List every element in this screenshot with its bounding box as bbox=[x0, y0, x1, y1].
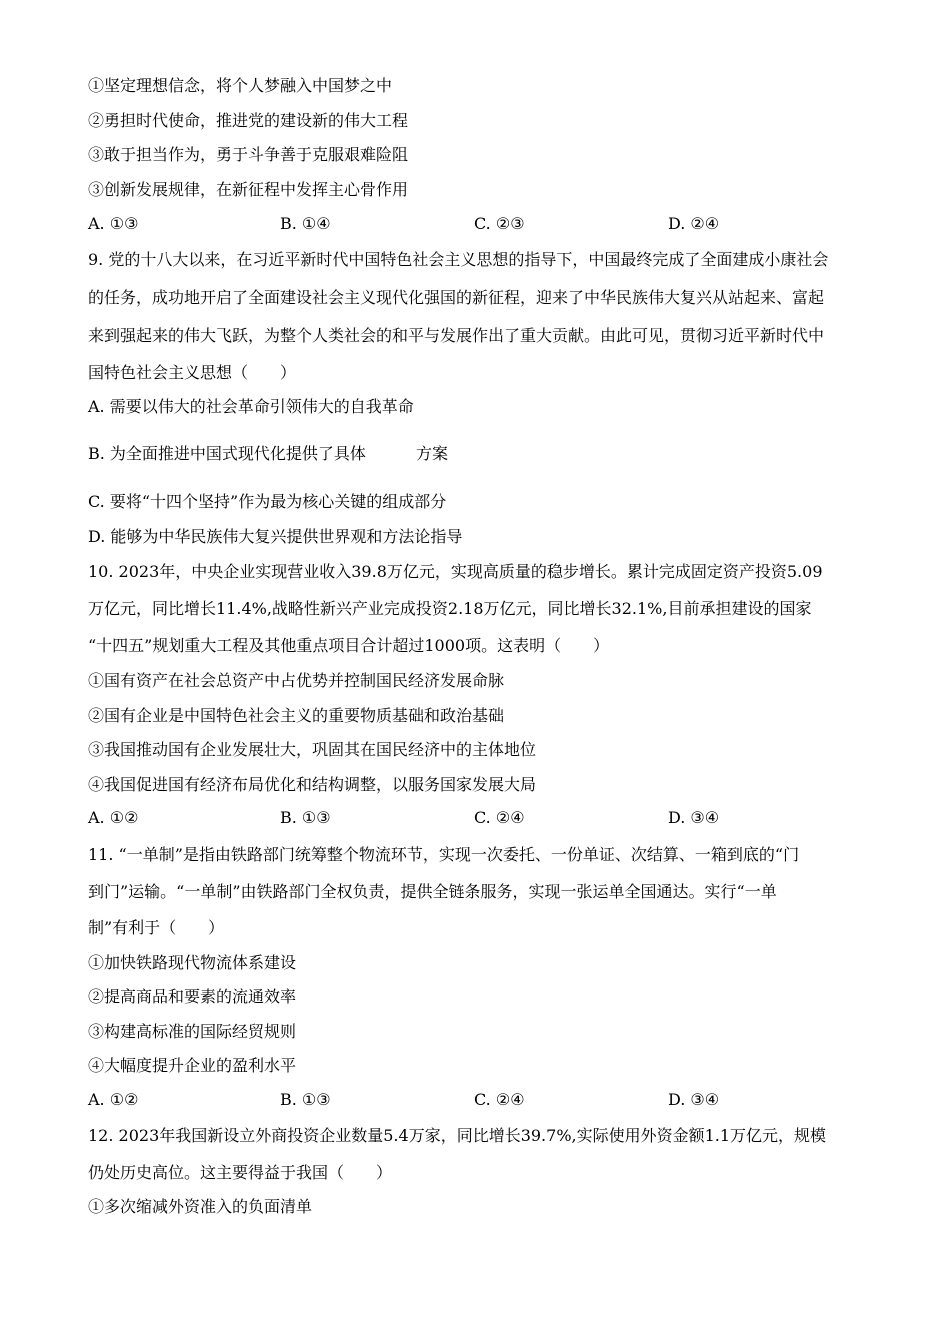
q9-stem-line-2: 的任务，成功地开启了全面建设社会主义现代化强国的新征程，迎来了中华民族伟大复兴从站起来、富起 bbox=[88, 288, 825, 307]
q10-option-d: D. ③④ bbox=[668, 808, 720, 827]
q8-option-c: C. ②③ bbox=[474, 214, 525, 233]
q12-item-1: ①多次缩减外资准入的负面清单 bbox=[88, 1197, 313, 1216]
q10-item-4: ④我国促进国有经济布局优化和结构调整，以服务国家发展大局 bbox=[88, 775, 537, 794]
q10-item-2: ②国有企业是中国特色社会主义的重要物质基础和政治基础 bbox=[88, 706, 505, 725]
q10-options bbox=[88, 807, 868, 829]
q11-item-4: ④大幅度提升企业的盈利水平 bbox=[88, 1056, 297, 1075]
q11-option-a: A. ①② bbox=[88, 1090, 139, 1109]
q9-stem-line-3: 来到强起来的伟大飞跃，为整个人类社会的和平与发展作出了重大贡献。由此可见，贯彻习近平新时代中 bbox=[88, 326, 825, 345]
q9-stem-line-4: 国特色社会主义思想（ ） bbox=[88, 363, 297, 382]
q8-item-1: ①坚定理想信念，将个人梦融入中国梦之中 bbox=[88, 76, 393, 95]
q8-options bbox=[88, 213, 868, 235]
q10-stem-line-1: 10. 2023年，中央企业实现营业收入39.8万亿元，实现高质量的稳步增长。累计完成固定资产投资5.09 bbox=[88, 562, 823, 581]
q9-option-b bbox=[88, 443, 448, 465]
q11-option-b: B. ①③ bbox=[280, 1090, 331, 1109]
q8-item-2: ②勇担时代使命，推进党的建设新的伟大工程 bbox=[88, 111, 409, 130]
q11-options bbox=[88, 1089, 868, 1111]
q10-option-c: C. ②④ bbox=[474, 808, 525, 827]
q8-item-4: ③创新发展规律，在新征程中发挥主心骨作用 bbox=[88, 180, 409, 199]
q11-item-2: ②提高商品和要素的流通效率 bbox=[88, 987, 297, 1006]
q11-option-d: D. ③④ bbox=[668, 1090, 720, 1109]
q10-stem-line-2: 万亿元，同比增长11.4%,战略性新兴产业完成投资2.18万亿元，同比增长32.1%,目前承担建设的国家 bbox=[88, 599, 812, 618]
q12-stem-line-1: 12. 2023年我国新设立外商投资企业数量5.4万家，同比增长39.7%,实际使用外资金额1.1万亿元，规模 bbox=[88, 1126, 827, 1145]
q8-option-b: B. ①④ bbox=[280, 214, 331, 233]
q11-stem-line-2: 到门”运输。“一单制”由铁路部门全权负责，提供全链条服务，实现一张运单全国通达。实行“一单 bbox=[88, 882, 777, 901]
q10-item-3: ③我国推动国有企业发展壮大，巩固其在国民经济中的主体地位 bbox=[88, 740, 537, 759]
q11-option-c: C. ②④ bbox=[474, 1090, 525, 1109]
q9-option-c: C. 要将“十四个坚持”作为最为核心关键的组成部分 bbox=[88, 492, 447, 511]
q9-option-b-part1: B. 为全面推进中国式现代化提供了具体 bbox=[88, 444, 366, 463]
q9-option-d: D. 能够为中华民族伟大复兴提供世界观和方法论指导 bbox=[88, 527, 463, 546]
q9-stem-line-1: 9. 党的十八大以来，在习近平新时代中国特色社会主义思想的指导下，中国最终完成了全面建成小康社会 bbox=[88, 250, 829, 269]
q11-stem-line-3: 制”有利于（ ） bbox=[88, 918, 225, 937]
q8-item-3: ③敢于担当作为，勇于斗争善于克服艰难险阻 bbox=[88, 145, 409, 164]
q10-item-1: ①国有资产在社会总资产中占优势并控制国民经济发展命脉 bbox=[88, 671, 505, 690]
q8-option-a: A. ①③ bbox=[88, 214, 139, 233]
q8-option-d: D. ②④ bbox=[668, 214, 720, 233]
q9-option-a: A. 需要以伟大的社会革命引领伟大的自我革命 bbox=[88, 397, 414, 416]
q11-item-3: ③构建高标准的国际经贸规则 bbox=[88, 1022, 297, 1041]
q10-option-b: B. ①③ bbox=[280, 808, 331, 827]
q11-item-1: ①加快铁路现代物流体系建设 bbox=[88, 953, 297, 972]
q10-stem-line-3: “十四五”规划重大工程及其他重点项目合计超过1000项。这表明（ ） bbox=[88, 636, 610, 655]
q10-option-a: A. ①② bbox=[88, 808, 139, 827]
q11-stem-line-1: 11. “一单制”是指由铁路部门统筹整个物流环节，实现一次委托、一份单证、次结算、一箱到底的“门 bbox=[88, 845, 800, 864]
q9-option-b-part2: 方案 bbox=[415, 444, 448, 463]
q12-stem-line-2: 仍处历史高位。这主要得益于我国（ ） bbox=[88, 1163, 393, 1182]
